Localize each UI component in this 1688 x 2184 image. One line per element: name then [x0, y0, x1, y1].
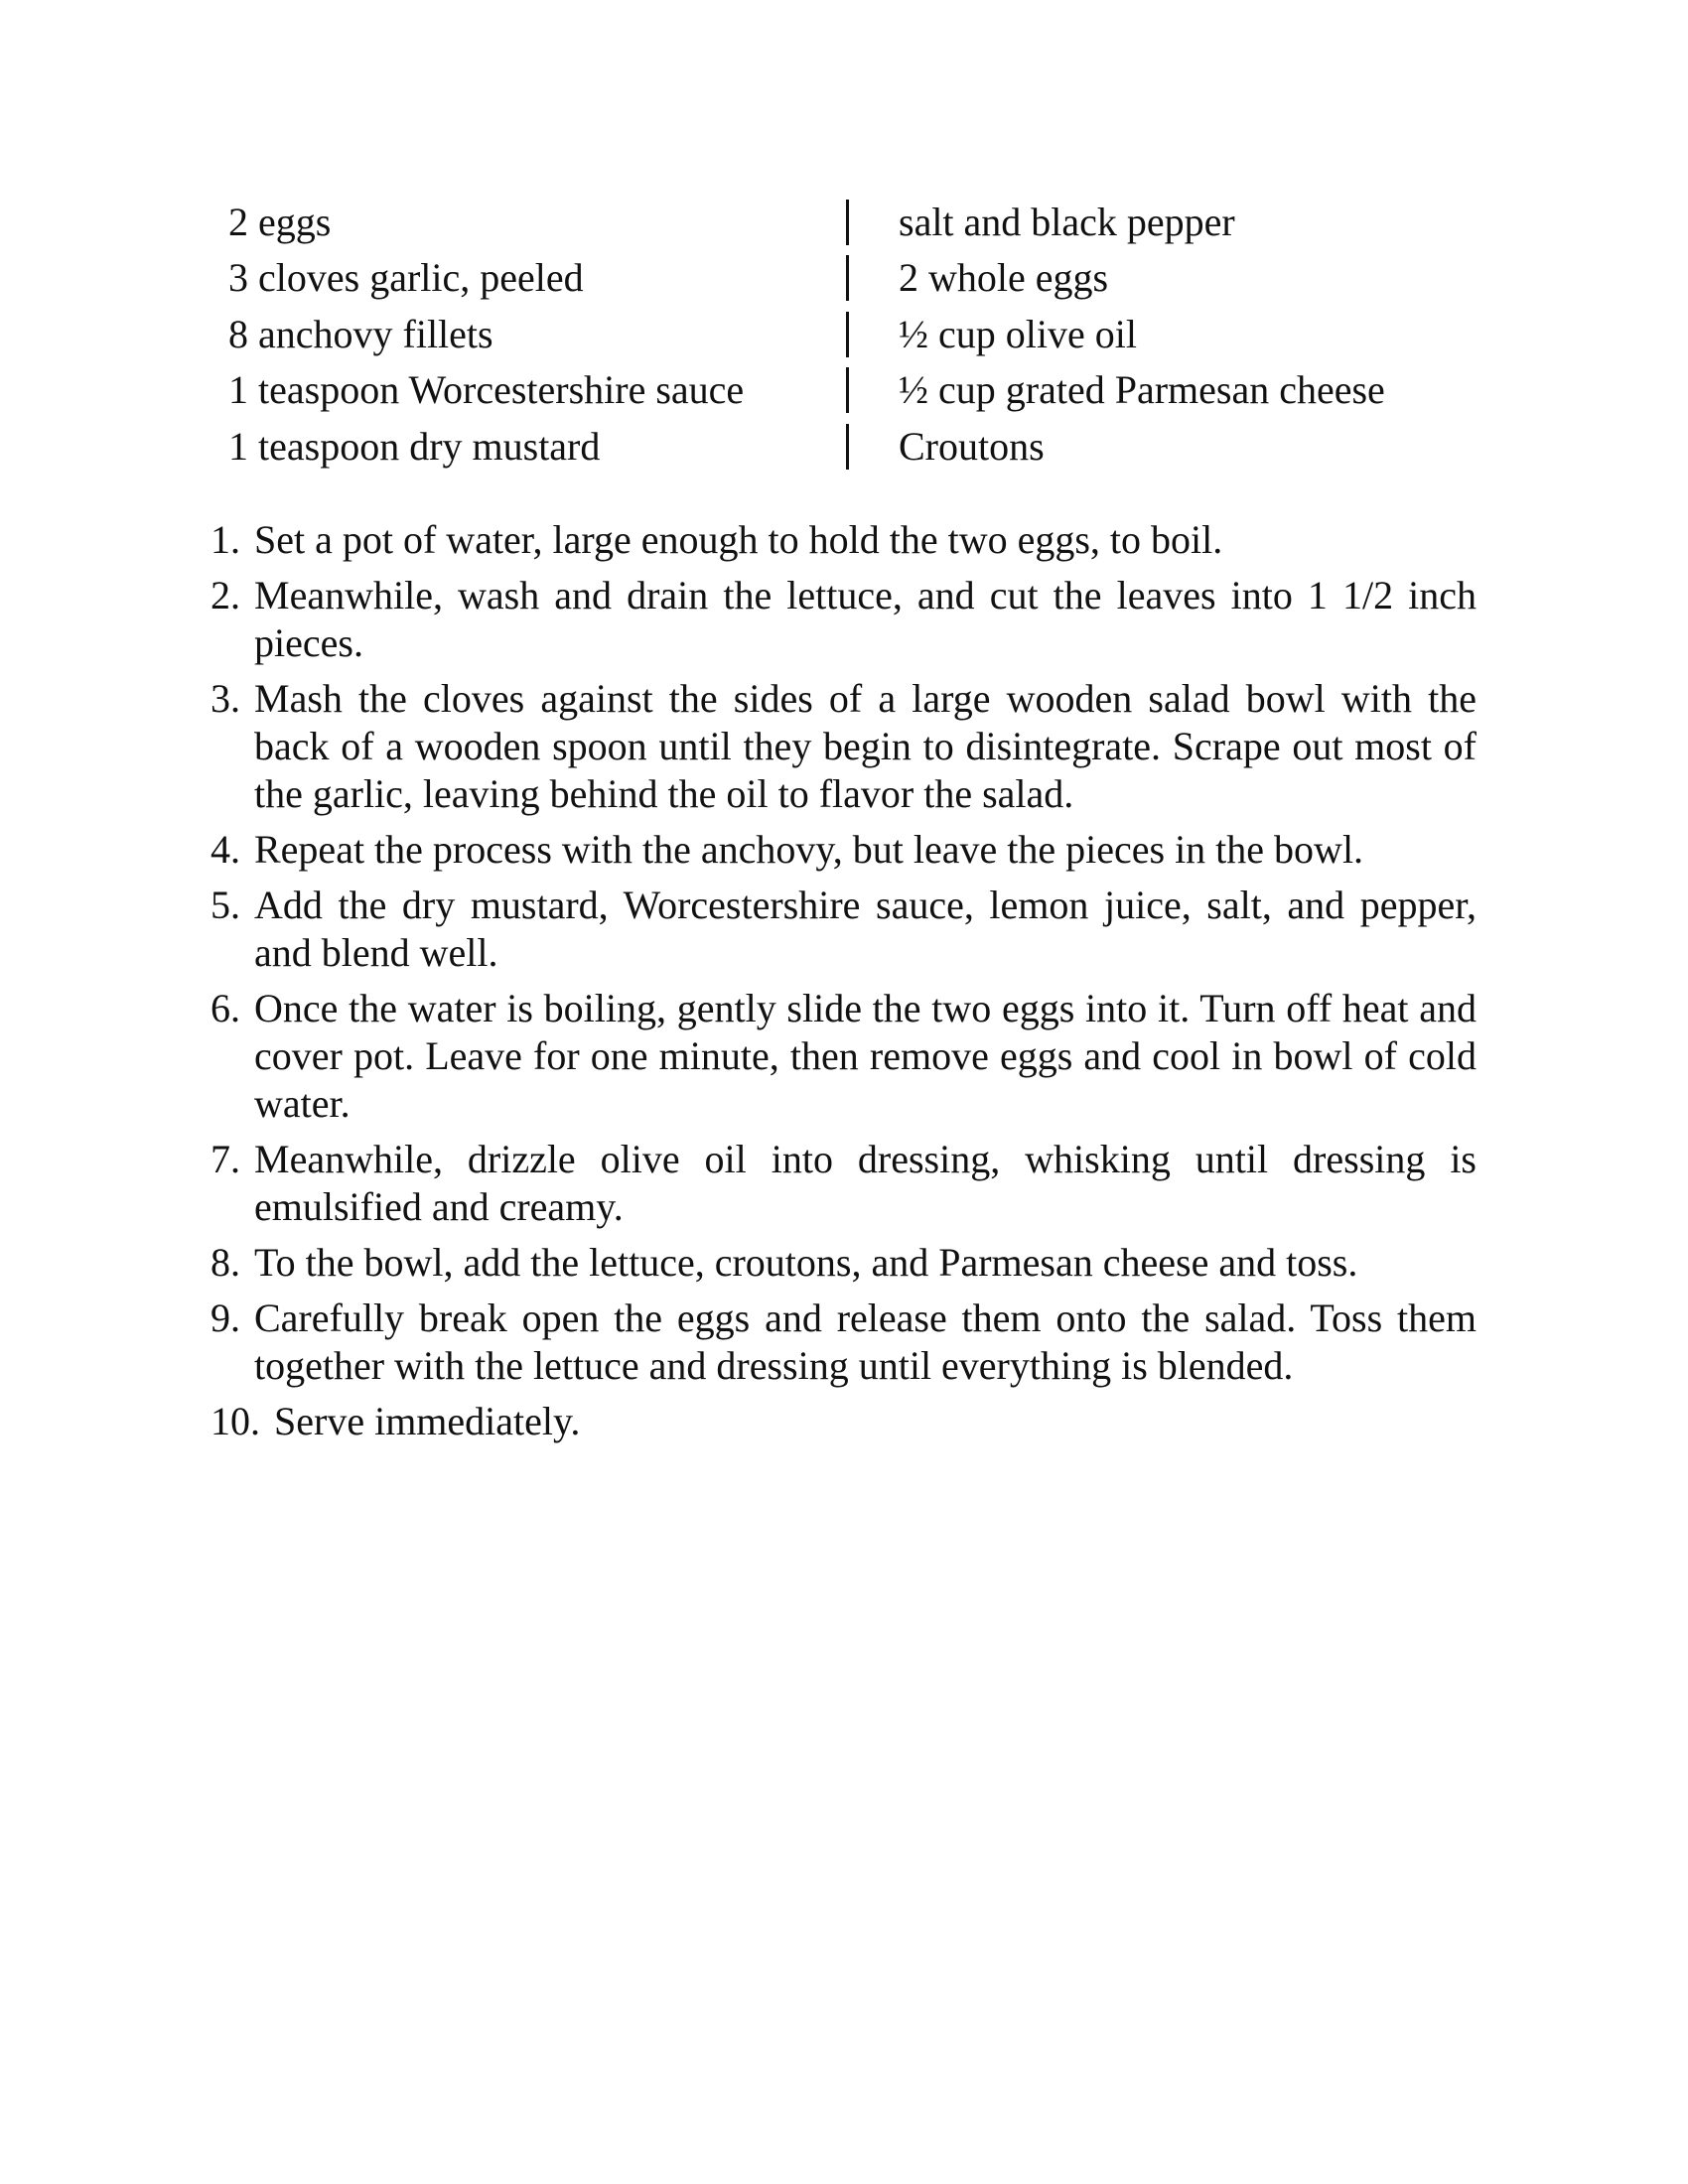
step-number: 1. — [211, 517, 240, 562]
ingredient-item: 8 anchovy fillets — [228, 311, 493, 356]
ingredient-item: 3 cloves garlic, peeled — [228, 255, 584, 301]
ingredient-item: 2 eggs — [228, 200, 332, 244]
divider-segment — [846, 255, 849, 301]
divider-segment — [846, 312, 849, 357]
instruction-step — [211, 1136, 1477, 1231]
step-text: Set a pot of water, large enough to hold the two eggs, to boil. — [254, 517, 1223, 562]
ingredient-item: ½ cup olive oil — [899, 311, 1137, 356]
ingredient-item: ½ cup grated Parmesan cheese — [899, 367, 1385, 413]
divider-segment — [846, 424, 849, 470]
step-text: Meanwhile, drizzle olive oil into dressing, whisking until dressing is emulsified and creamy. — [254, 1137, 1477, 1229]
step-text: Once the water is boiling, gently slide the two eggs into it. Turn off heat and cover pot. Leave for one minute, then remove eggs and cool in bowl of cold water. — [254, 986, 1477, 1126]
ingredient-item: Croutons — [899, 423, 1045, 469]
ingredient-item: 1 teaspoon Worcestershire sauce — [228, 367, 745, 413]
step-number: 4. — [211, 827, 240, 872]
instruction-step — [211, 516, 1477, 564]
divider-segment — [846, 200, 849, 245]
instructions-list — [211, 516, 1477, 1453]
step-text: To the bowl, add the lettuce, croutons, and Parmesan cheese and toss. — [254, 1240, 1358, 1285]
ingredient-item: salt and black pepper — [899, 200, 1235, 244]
step-text: Add the dry mustard, Worcestershire sauce, lemon juice, salt, and pepper, and blend well. — [254, 883, 1477, 975]
step-text: Serve immediately. — [274, 1399, 581, 1443]
step-number: 5. — [211, 883, 240, 927]
instruction-step — [211, 675, 1477, 818]
ingredient-item: 1 teaspoon dry mustard — [228, 423, 601, 469]
ingredients-table — [228, 195, 1489, 478]
instruction-step — [211, 1398, 1477, 1445]
step-number: 3. — [211, 676, 240, 721]
instruction-step — [211, 1295, 1477, 1390]
divider-segment — [846, 367, 849, 413]
step-text: Meanwhile, wash and drain the lettuce, and cut the leaves into 1 1/2 inch pieces. — [254, 573, 1477, 665]
step-number: 10. — [211, 1399, 260, 1443]
ingredients-right-column — [899, 195, 1385, 475]
step-text: Repeat the process with the anchovy, but leave the pieces in the bowl. — [254, 827, 1364, 872]
step-number: 7. — [211, 1137, 240, 1181]
step-number: 2. — [211, 573, 240, 617]
step-number: 8. — [211, 1240, 240, 1285]
instruction-step — [211, 572, 1477, 667]
instruction-step — [211, 882, 1477, 977]
ingredient-item: 2 whole eggs — [899, 255, 1109, 301]
ingredients-left-column — [228, 195, 744, 475]
instruction-step — [211, 985, 1477, 1128]
step-text: Carefully break open the eggs and release them onto the salad. Toss them together with the lettuce and dressing until everything is blended. — [254, 1296, 1477, 1388]
step-number: 9. — [211, 1296, 240, 1340]
step-text: Mash the cloves against the sides of a large wooden salad bowl with the back of a wooden spoon until they begin to disintegrate. Scrape out most of the garlic, leaving behind the oil to flavor the salad. — [254, 676, 1477, 816]
instruction-step — [211, 1239, 1477, 1287]
step-number: 6. — [211, 986, 240, 1030]
instruction-step — [211, 826, 1477, 874]
